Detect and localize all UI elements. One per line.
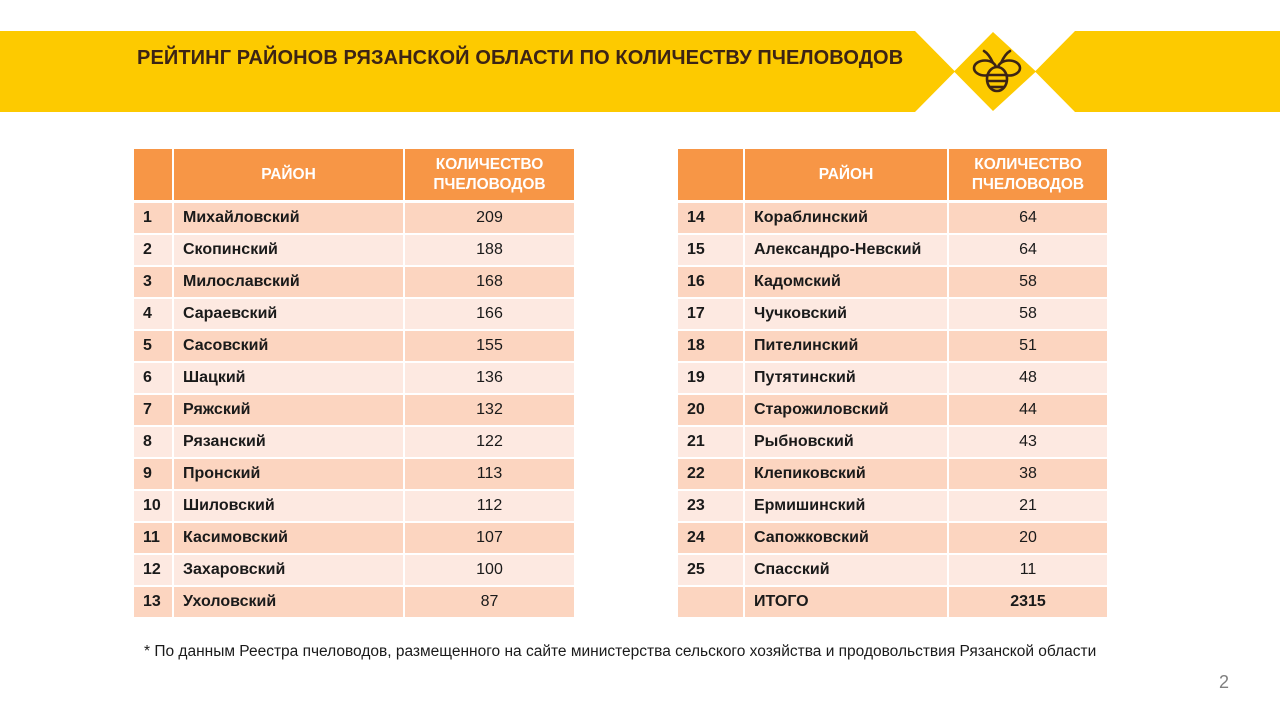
row-district: Сараевский (174, 299, 405, 331)
table-row (678, 331, 1109, 363)
table-row (678, 235, 1109, 267)
row-district: Александро-Невский (745, 235, 949, 267)
header-num (678, 149, 745, 203)
row-district: Сасовский (174, 331, 405, 363)
row-count: 112 (405, 491, 576, 523)
row-count: 43 (949, 427, 1109, 459)
row-district: Пителинский (745, 331, 949, 363)
row-num: 10 (134, 491, 174, 523)
row-count: 209 (405, 203, 576, 235)
table-row (678, 299, 1109, 331)
row-count: 58 (949, 299, 1109, 331)
row-num: 14 (678, 203, 745, 235)
table-row (678, 523, 1109, 555)
table-row (134, 267, 576, 299)
row-count: 100 (405, 555, 576, 587)
row-district: Рыбновский (745, 427, 949, 459)
rating-table-right (678, 149, 1109, 619)
row-num: 5 (134, 331, 174, 363)
row-num: 1 (134, 203, 174, 235)
row-num: 23 (678, 491, 745, 523)
header-num (134, 149, 174, 203)
table-row (678, 203, 1109, 235)
row-count: 48 (949, 363, 1109, 395)
row-num: 25 (678, 555, 745, 587)
row-count: 38 (949, 459, 1109, 491)
row-district: Сапожковский (745, 523, 949, 555)
row-num: 17 (678, 299, 745, 331)
row-count: 188 (405, 235, 576, 267)
row-district: Ермишинский (745, 491, 949, 523)
footnote: * По данным Реестра пчеловодов, размещенного на сайте министерства сельского хозяйства и продовольствия Рязанской области (144, 643, 1097, 660)
row-count: 113 (405, 459, 576, 491)
row-count: 51 (949, 331, 1109, 363)
table-row (134, 491, 576, 523)
table-row (134, 395, 576, 427)
table-header-row (134, 149, 576, 203)
row-district: Касимовский (174, 523, 405, 555)
table-row (134, 523, 576, 555)
header-count-line2: ПЧЕЛОВОДОВ (433, 175, 546, 193)
row-num: 24 (678, 523, 745, 555)
row-num: 16 (678, 267, 745, 299)
row-count: 166 (405, 299, 576, 331)
row-count: 64 (949, 203, 1109, 235)
row-district: Скопинский (174, 235, 405, 267)
row-district: Спасский (745, 555, 949, 587)
table-row (678, 363, 1109, 395)
row-num: 12 (134, 555, 174, 587)
row-district: Клепиковский (745, 459, 949, 491)
row-num: 18 (678, 331, 745, 363)
header-count (949, 149, 1109, 203)
table-row (678, 459, 1109, 491)
row-count: 20 (949, 523, 1109, 555)
row-num: 21 (678, 427, 745, 459)
row-district: Кадомский (745, 267, 949, 299)
row-count: 107 (405, 523, 576, 555)
row-count: 64 (949, 235, 1109, 267)
row-num: 4 (134, 299, 174, 331)
table-row (134, 363, 576, 395)
row-count: 11 (949, 555, 1109, 587)
row-count: 122 (405, 427, 576, 459)
row-district: Милославский (174, 267, 405, 299)
page-number: 2 (1219, 672, 1230, 692)
table-row (134, 459, 576, 491)
row-district: Старожиловский (745, 395, 949, 427)
row-district: Путятинский (745, 363, 949, 395)
row-num: 2 (134, 235, 174, 267)
table-row (678, 555, 1109, 587)
table-row (134, 427, 576, 459)
rating-table-left (134, 149, 576, 619)
table-row (678, 395, 1109, 427)
row-district: Ряжский (174, 395, 405, 427)
row-district: Михайловский (174, 203, 405, 235)
row-num: 6 (134, 363, 174, 395)
row-num: 8 (134, 427, 174, 459)
row-num: 15 (678, 235, 745, 267)
total-label: ИТОГО (745, 587, 949, 619)
table-row (678, 427, 1109, 459)
row-district: Захаровский (174, 555, 405, 587)
row-num: 3 (134, 267, 174, 299)
row-num: 9 (134, 459, 174, 491)
table-header-row (678, 149, 1109, 203)
header-count-line2: ПЧЕЛОВОДОВ (971, 175, 1085, 193)
row-count: 44 (949, 395, 1109, 427)
row-num: 20 (678, 395, 745, 427)
total-row (678, 587, 1109, 619)
header-district: РАЙОН (174, 149, 405, 203)
row-district: Ухоловский (174, 587, 405, 619)
row-num: 13 (134, 587, 174, 619)
bee-icon (962, 46, 1032, 98)
table-row (134, 331, 576, 363)
table-row (134, 235, 576, 267)
row-count: 155 (405, 331, 576, 363)
row-count: 58 (949, 267, 1109, 299)
row-count: 21 (949, 491, 1109, 523)
row-num: 7 (134, 395, 174, 427)
row-district: Чучковский (745, 299, 949, 331)
header-district: РАЙОН (745, 149, 949, 203)
table-row (134, 203, 576, 235)
header-count-line1: КОЛИЧЕСТВО (435, 155, 544, 173)
table-row (134, 299, 576, 331)
row-count: 168 (405, 267, 576, 299)
row-num: 22 (678, 459, 745, 491)
table-row (678, 491, 1109, 523)
row-district: Кораблинский (745, 203, 949, 235)
header-count (405, 149, 576, 203)
page-title: РЕЙТИНГ РАЙОНОВ РЯЗАНСКОЙ ОБЛАСТИ ПО КОЛИЧЕСТВУ ПЧЕЛОВОДОВ (137, 47, 904, 69)
row-count: 87 (405, 587, 576, 619)
row-district: Шиловский (174, 491, 405, 523)
row-count: 136 (405, 363, 576, 395)
row-num: 19 (678, 363, 745, 395)
header-count-line1: КОЛИЧЕСТВО (974, 155, 1082, 173)
total-count: 2315 (949, 587, 1109, 619)
row-num: 11 (134, 523, 174, 555)
total-num (678, 587, 745, 619)
table-row (134, 555, 576, 587)
row-district: Пронский (174, 459, 405, 491)
table-row (678, 267, 1109, 299)
row-count: 132 (405, 395, 576, 427)
row-district: Рязанский (174, 427, 405, 459)
table-row (134, 587, 576, 619)
row-district: Шацкий (174, 363, 405, 395)
